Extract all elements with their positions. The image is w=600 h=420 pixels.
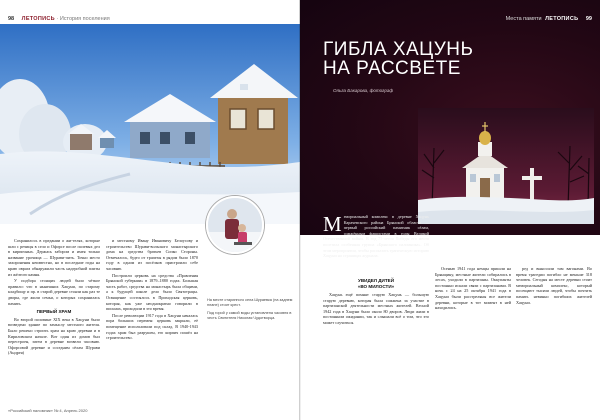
section-subheading <box>323 278 429 290</box>
right-article-column-2 <box>435 266 511 312</box>
right-page-number: 99 <box>585 16 592 22</box>
right-col3-paragraph: ред и выносили там вагонами. Во время трагедии погибло не меньше 318 человек. Сегодня на месте деревни стоит мемориальный комплекс, который посещают тысячи людей, чтобы почтить память невинно погибших жителей Хацуни. <box>516 266 592 305</box>
right-section-title: ЛЕТОПИСЬ <box>545 16 579 22</box>
left-col1-paragraph: Во второй половине XIX века в Хацуни было возведено здание по замыслу местного жителя. Было решено строить храм на краю деревни и в Кириловском начале. Вот один из домов был перестроен, затем в деревне возвели часовню. Офорсовой деревне и соседним сёлам Шурави (Андрея) <box>8 316 100 356</box>
right-header-prefix: Места памяти <box>505 16 542 22</box>
left-page-header <box>8 16 110 22</box>
magazine-footer: «Российский паломник» № 4, Апрель 2020 <box>8 408 88 413</box>
subheading-line-2: «ВО МИЛОСТИ» <box>357 284 395 289</box>
caption-line: Под горой у самой воды установлена часовня в честь Святителя Николая Чудотворца. <box>207 311 292 320</box>
left-col2-paragraph: и местному Ивану Ивановичу Белоусову и строительство Шурави-вольского монастырского дома на средства братьев Сопко Стороны. Отмечалось, будто от трапезы в рядом было 1870 году в одном из посёлков пристроили себе часовню. <box>106 238 198 271</box>
right-col1-paragraph: Хацунь ещё помнят старую Хацунь — большую старую деревню, которая была сожжена за участие в партизанской деятельности местных жителей. Весной 1942 года в Хацуни было около 80 дворов. Люди жили в постоянном ожидании, так и слышали всё о том, что это может случиться. <box>323 292 429 325</box>
article-title <box>323 40 474 78</box>
winter-village-photo <box>0 24 300 224</box>
first-temple-heading: ПЕРВЫЙ ХРАМ <box>36 309 72 315</box>
left-col1-paragraph: Сохранилось в предании о жи-телях, которые шли с речицы в село и Офорсе после полевых дел в кирпичных. Держась забором и имея только название урочища — Шурави-пить. Точно место захоронения неизвестно, но в последние годы на краю оврага обнаружили часть надгробной плиты из жёлтого камня. <box>8 238 100 277</box>
photo-caption <box>207 298 293 324</box>
article-author: Ольга Бакарова, фотограф <box>333 88 394 93</box>
caption-line: На месте старинного села Шураевка (на заднем плане) стоит крест. <box>207 298 293 307</box>
page-spine-shadow <box>299 0 301 420</box>
left-article-column-1 <box>8 238 100 357</box>
winter-village-illustration <box>0 24 300 224</box>
chapel-in-snow-illustration <box>418 108 594 224</box>
left-article-column-2 <box>106 238 198 342</box>
article-subtitle: РАССТРЕЛЯННАЯ В ГОДЫ ВТОРОЙ МИРОВОЙ ВОЙНЫ БРЯНСКАЯ ДЕРЕВНЯ – СИМВОЛ НАРОДНОЙ ТРАГЕДИИ <box>445 239 585 261</box>
drop-cap-letter: М <box>323 212 342 236</box>
intro-text: емориальный комплекс в деревне Хацунь Карачевского района Брянской области — первый российский памятник сёлам, сожжённым фашистами в годы Великой Отечественной войны. В год 75-летия Победы его место посетила особенная группа «Брянского паломника». Об этом мероприятии, чтобы рассказать трагическую историю Хацуни на страницах журнала. <box>323 214 429 259</box>
article-intro <box>323 214 429 259</box>
left-section-title: ЛЕТОПИСЬ <box>21 16 55 22</box>
left-col1-paragraph: У подбора стоящих людей было чёткое правило: что в нынешних Хацуни, по старому кладбищу и пр. в старой деревне стояли как раз те дворы, где жили семьи, о которых сохранилась память. <box>8 278 100 306</box>
memorial-chapel-photo <box>418 108 594 224</box>
subheading-line-1: УВИДЕЛ ДИТЕЙ <box>357 278 395 283</box>
inset-round-photo <box>206 196 264 254</box>
right-page-header <box>506 16 592 22</box>
left-col2-paragraph: После революции 1917 года в Хацуни началась пора больших перемен: церковь закрыли, её помещение использовали под склад. В 1940-1943 годах храм был разрушен, его кирпич пошёл на строительство. <box>106 312 198 341</box>
right-page <box>300 0 600 420</box>
right-col2-paragraph: Осенью 1941 года немцы пришли на Брянщину, местные жители собирались в лесах, уходили в партизаны. Оккупанты постоянно искали связи с партизанами. В ночь с 24 на 25 октября 1941 года в Хацуни были расстреляны все жители деревни, которые в тот момент в ней находились. <box>435 266 511 311</box>
left-page-number: 98 <box>8 16 15 22</box>
right-article-column-3 <box>516 266 592 306</box>
person-with-child-illustration <box>208 198 264 254</box>
left-section-subtitle: · История поселения <box>56 16 110 22</box>
left-section-subtitle-text: История поселения <box>59 16 110 22</box>
left-col2-paragraph: Построили церковь на средства «Правления Брянской губернии» в 1879–1880 годах. Большая часть работ, средства на монастырь была общими, а к будущей школе дело было Святотрацы. Освящение состоялось в Приходская церковь, которая, как уже неоднократно говорили в письмах, приходили в это время. <box>106 272 198 312</box>
title-line-2: НА РАССВЕТЕ <box>323 58 461 79</box>
title-line-1: ГИБЛА ХАЦУНЬ <box>323 39 474 60</box>
right-article-column-1 <box>323 292 429 327</box>
